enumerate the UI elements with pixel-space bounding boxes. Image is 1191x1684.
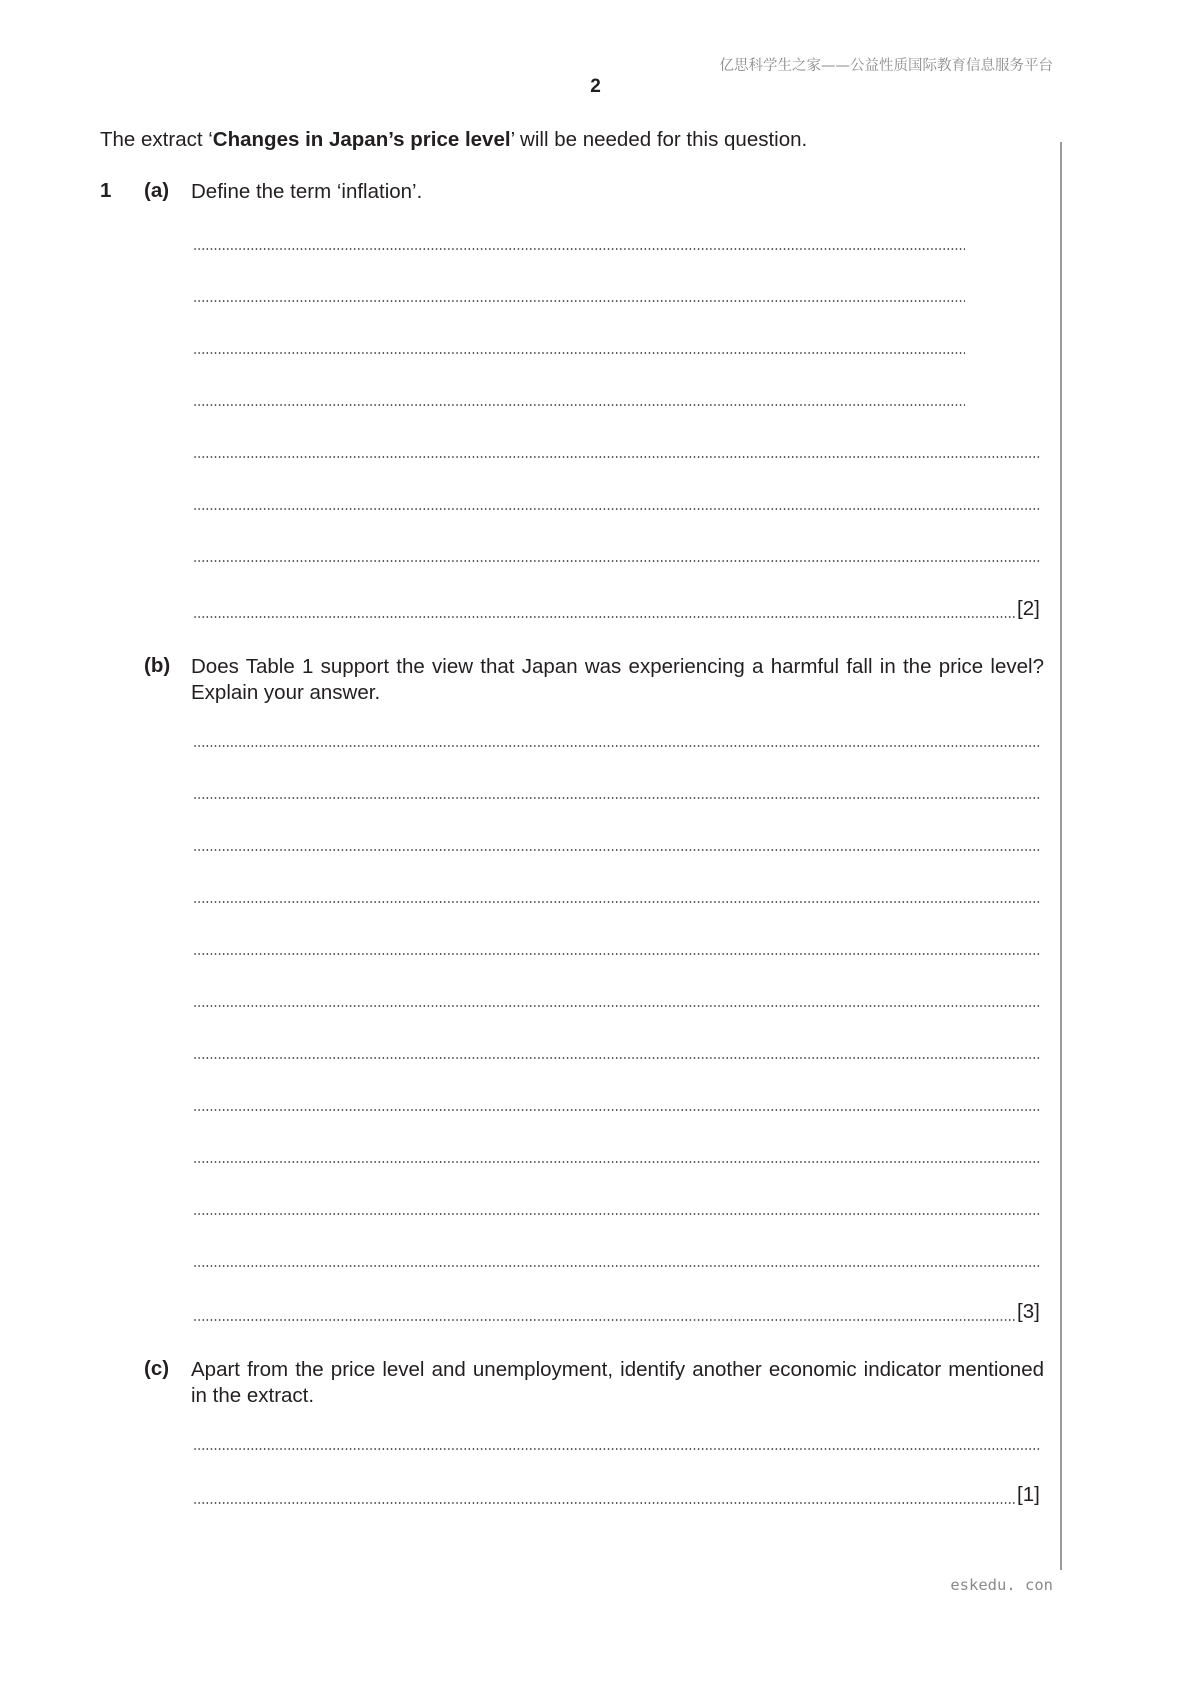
part-a-mark: [2]	[1017, 597, 1040, 620]
answer-line[interactable]	[193, 352, 965, 354]
part-a-question: Define the term ‘inflation’.	[191, 180, 423, 203]
part-b-mark: [3]	[1017, 1300, 1040, 1323]
answer-line[interactable]	[193, 1319, 1015, 1321]
intro-prefix: The extract ‘	[100, 128, 213, 151]
intro-suffix: ’ will be needed for this question.	[510, 128, 808, 151]
answer-line[interactable]	[193, 849, 1041, 851]
answer-line[interactable]	[193, 953, 1041, 955]
answer-line[interactable]	[193, 404, 965, 406]
answer-line[interactable]	[193, 745, 1041, 747]
header-watermark: 亿思科学生之家——公益性质国际教育信息服务平台	[719, 58, 1053, 74]
answer-line[interactable]	[193, 797, 1041, 799]
answer-line[interactable]	[193, 901, 1041, 903]
answer-line[interactable]	[193, 1005, 1041, 1007]
intro-text	[100, 128, 807, 152]
page-number: 2	[590, 76, 601, 97]
margin-rule	[1060, 142, 1062, 1570]
footer-watermark: eskedu. con	[950, 1576, 1053, 1594]
answer-line[interactable]	[193, 300, 965, 302]
answer-line[interactable]	[193, 560, 1041, 562]
answer-line[interactable]	[193, 248, 965, 250]
part-c-question: Apart from the price level and unemployment, identify another economic indicator mentioned in the extract.	[191, 1358, 1044, 1407]
part-b-label: (b)	[144, 654, 171, 677]
part-a-label: (a)	[144, 179, 170, 202]
question-number: 1	[100, 179, 112, 202]
answer-line[interactable]	[193, 1057, 1041, 1059]
part-c-label: (c)	[144, 1357, 170, 1380]
answer-line[interactable]	[193, 456, 1041, 458]
answer-line[interactable]	[193, 1265, 1041, 1267]
answer-line[interactable]	[193, 1109, 1041, 1111]
answer-line[interactable]	[193, 1448, 1041, 1450]
answer-line[interactable]	[193, 1161, 1041, 1163]
part-c-mark: [1]	[1017, 1483, 1040, 1506]
answer-line[interactable]	[193, 508, 1041, 510]
part-b-question: Does Table 1 support the view that Japan was experiencing a harmful fall in the price level? Explain your answer.	[191, 655, 1044, 704]
extract-title: Changes in Japan’s price level	[212, 128, 511, 151]
answer-line[interactable]	[193, 1502, 1015, 1504]
answer-line[interactable]	[193, 1213, 1041, 1215]
answer-line[interactable]	[193, 616, 1015, 618]
